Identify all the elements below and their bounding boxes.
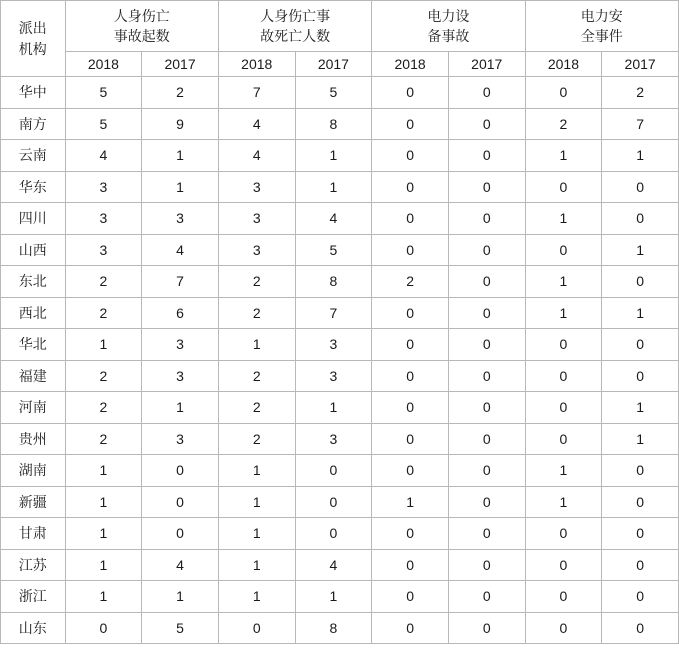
table-cell-value: 3 (142, 360, 219, 392)
table-cell-value: 3 (218, 203, 295, 235)
table-cell-value: 2 (218, 392, 295, 424)
table-cell-value: 0 (602, 266, 679, 298)
table-cell-value: 3 (142, 329, 219, 361)
table-cell-value: 0 (448, 612, 525, 644)
row-label-organization: 福建 (1, 360, 66, 392)
table-cell-value: 0 (602, 171, 679, 203)
table-cell-value: 7 (602, 108, 679, 140)
column-group-equipment-accidents: 电力设 备事故 (372, 1, 525, 52)
table-cell-value: 1 (65, 518, 142, 550)
table-cell-value: 8 (295, 108, 372, 140)
table-cell-value: 7 (218, 77, 295, 109)
table-cell-value: 0 (525, 360, 602, 392)
table-cell-value: 0 (525, 423, 602, 455)
row-label-organization: 山西 (1, 234, 66, 266)
table-cell-value: 0 (372, 234, 449, 266)
table-cell-value: 0 (602, 455, 679, 487)
table-cell-value: 4 (295, 203, 372, 235)
table-cell-value: 7 (142, 266, 219, 298)
table-cell-value: 1 (525, 486, 602, 518)
table-cell-value: 1 (295, 581, 372, 613)
table-header (1, 1, 679, 77)
table-cell-value: 1 (295, 171, 372, 203)
table-cell-value: 3 (65, 171, 142, 203)
table-cell-value: 0 (448, 423, 525, 455)
column-header-year: 2017 (295, 52, 372, 77)
table-cell-value: 0 (602, 518, 679, 550)
table-row (1, 297, 679, 329)
table-row (1, 108, 679, 140)
table-cell-value: 0 (602, 203, 679, 235)
row-label-organization: 西北 (1, 297, 66, 329)
table-cell-value: 0 (372, 203, 449, 235)
table-cell-value: 2 (218, 423, 295, 455)
table-row (1, 77, 679, 109)
table-cell-value: 1 (525, 266, 602, 298)
table-cell-value: 7 (295, 297, 372, 329)
row-label-organization: 甘肃 (1, 518, 66, 550)
table-row (1, 518, 679, 550)
table-cell-value: 0 (295, 486, 372, 518)
table-cell-value: 0 (448, 171, 525, 203)
table-cell-value: 0 (372, 549, 449, 581)
table-cell-value: 0 (372, 423, 449, 455)
table-body (1, 77, 679, 644)
table-cell-value: 1 (295, 392, 372, 424)
table-cell-value: 2 (65, 297, 142, 329)
table-cell-value: 1 (525, 140, 602, 172)
table-cell-value: 3 (295, 423, 372, 455)
table-cell-value: 1 (602, 297, 679, 329)
table-cell-value: 0 (295, 518, 372, 550)
table-cell-value: 0 (602, 329, 679, 361)
row-label-organization: 新疆 (1, 486, 66, 518)
table-row (1, 455, 679, 487)
table-cell-value: 0 (372, 140, 449, 172)
row-label-organization: 浙江 (1, 581, 66, 613)
table-row (1, 140, 679, 172)
table-cell-value: 0 (448, 549, 525, 581)
table-cell-value: 2 (218, 297, 295, 329)
row-label-organization: 山东 (1, 612, 66, 644)
table-cell-value: 2 (65, 392, 142, 424)
table-row (1, 612, 679, 644)
table-cell-value: 5 (295, 77, 372, 109)
table-cell-value: 4 (218, 108, 295, 140)
table-cell-value: 2 (65, 423, 142, 455)
row-label-organization: 云南 (1, 140, 66, 172)
table-cell-value: 3 (142, 423, 219, 455)
table-cell-value: 1 (218, 329, 295, 361)
table-cell-value: 1 (602, 234, 679, 266)
table-row (1, 360, 679, 392)
table-cell-value: 1 (65, 581, 142, 613)
table-cell-value: 1 (142, 171, 219, 203)
table-cell-value: 8 (295, 266, 372, 298)
table-cell-value: 0 (525, 234, 602, 266)
row-label-organization: 华中 (1, 77, 66, 109)
table-cell-value: 0 (602, 486, 679, 518)
table-cell-value: 0 (142, 518, 219, 550)
table-cell-value: 0 (142, 455, 219, 487)
table-row (1, 171, 679, 203)
table-cell-value: 3 (218, 234, 295, 266)
table-cell-value: 0 (372, 108, 449, 140)
table-cell-value: 0 (448, 329, 525, 361)
table-cell-value: 0 (525, 549, 602, 581)
row-label-organization: 华北 (1, 329, 66, 361)
table-cell-value: 1 (65, 549, 142, 581)
table-cell-value: 1 (65, 329, 142, 361)
column-header-year: 2018 (65, 52, 142, 77)
table-cell-value: 3 (218, 171, 295, 203)
table-row (1, 234, 679, 266)
table-cell-value: 1 (142, 392, 219, 424)
table-cell-value: 0 (525, 392, 602, 424)
table-cell-value: 0 (372, 77, 449, 109)
table-cell-value: 0 (448, 455, 525, 487)
table-cell-value: 0 (372, 392, 449, 424)
table-cell-value: 0 (372, 171, 449, 203)
table-cell-value: 0 (372, 360, 449, 392)
row-label-organization: 华东 (1, 171, 66, 203)
table-cell-value: 3 (65, 234, 142, 266)
row-label-organization: 南方 (1, 108, 66, 140)
table-cell-value: 0 (142, 486, 219, 518)
table-cell-value: 4 (295, 549, 372, 581)
table-cell-value: 0 (448, 297, 525, 329)
row-label-organization: 四川 (1, 203, 66, 235)
table-cell-value: 0 (448, 266, 525, 298)
table-cell-value: 0 (448, 392, 525, 424)
table-cell-value: 0 (448, 108, 525, 140)
table-cell-value: 0 (602, 581, 679, 613)
table-cell-value: 5 (142, 612, 219, 644)
table-cell-value: 0 (602, 612, 679, 644)
table-cell-value: 0 (372, 297, 449, 329)
table-cell-value: 1 (525, 297, 602, 329)
column-header-year: 2018 (525, 52, 602, 77)
table-cell-value: 1 (65, 486, 142, 518)
table-row (1, 423, 679, 455)
table-cell-value: 0 (448, 140, 525, 172)
table-row (1, 549, 679, 581)
table-cell-value: 0 (448, 581, 525, 613)
table-cell-value: 2 (65, 266, 142, 298)
table-cell-value: 1 (602, 140, 679, 172)
row-label-organization: 东北 (1, 266, 66, 298)
table-cell-value: 1 (218, 549, 295, 581)
row-label-organization: 河南 (1, 392, 66, 424)
column-group-casualty-accidents: 人身伤亡 事故起数 (65, 1, 218, 52)
table-cell-value: 2 (218, 266, 295, 298)
column-header-year: 2017 (448, 52, 525, 77)
table-cell-value: 9 (142, 108, 219, 140)
column-header-year: 2017 (142, 52, 219, 77)
table-cell-value: 0 (372, 581, 449, 613)
table-cell-value: 0 (602, 360, 679, 392)
table-cell-value: 5 (65, 77, 142, 109)
table-cell-value: 0 (372, 612, 449, 644)
table-cell-value: 5 (65, 108, 142, 140)
column-header-year: 2018 (218, 52, 295, 77)
table-cell-value: 3 (295, 329, 372, 361)
table-cell-value: 0 (372, 329, 449, 361)
table-cell-value: 2 (602, 77, 679, 109)
header-row-groups (1, 1, 679, 52)
table-cell-value: 0 (525, 518, 602, 550)
table-cell-value: 1 (65, 455, 142, 487)
table-cell-value: 0 (525, 329, 602, 361)
table-cell-value: 3 (142, 203, 219, 235)
table-cell-value: 0 (448, 486, 525, 518)
table-row (1, 329, 679, 361)
column-group-safety-events: 电力安 全事件 (525, 1, 678, 52)
table-cell-value: 4 (65, 140, 142, 172)
table-cell-value: 0 (602, 549, 679, 581)
table-cell-value: 0 (525, 77, 602, 109)
table-row (1, 392, 679, 424)
table-cell-value: 1 (218, 455, 295, 487)
table-cell-value: 2 (142, 77, 219, 109)
table-cell-value: 1 (602, 392, 679, 424)
row-label-organization: 湖南 (1, 455, 66, 487)
table-cell-value: 2 (372, 266, 449, 298)
table-cell-value: 0 (448, 234, 525, 266)
table-cell-value: 1 (142, 581, 219, 613)
table-cell-value: 8 (295, 612, 372, 644)
table-cell-value: 2 (525, 108, 602, 140)
table-cell-value: 0 (218, 612, 295, 644)
table-cell-value: 5 (295, 234, 372, 266)
row-label-organization: 贵州 (1, 423, 66, 455)
table-cell-value: 0 (525, 171, 602, 203)
table-cell-value: 1 (218, 518, 295, 550)
table-cell-value: 1 (602, 423, 679, 455)
table-cell-value: 0 (295, 455, 372, 487)
table-cell-value: 0 (65, 612, 142, 644)
table-cell-value: 0 (372, 455, 449, 487)
table-cell-value: 2 (65, 360, 142, 392)
column-header-year: 2018 (372, 52, 449, 77)
table-cell-value: 4 (218, 140, 295, 172)
table-cell-value: 0 (525, 581, 602, 613)
table-cell-value: 3 (295, 360, 372, 392)
table-cell-value: 1 (142, 140, 219, 172)
table-cell-value: 0 (525, 612, 602, 644)
table-cell-value: 1 (218, 581, 295, 613)
table-cell-value: 0 (448, 360, 525, 392)
column-group-casualty-deaths: 人身伤亡事 故死亡人数 (218, 1, 371, 52)
table-row (1, 581, 679, 613)
table-cell-value: 1 (295, 140, 372, 172)
table-cell-value: 0 (448, 518, 525, 550)
table-cell-value: 0 (372, 518, 449, 550)
table-cell-value: 4 (142, 549, 219, 581)
header-row-years (1, 52, 679, 77)
table-cell-value: 0 (448, 77, 525, 109)
table-cell-value: 1 (525, 203, 602, 235)
table-cell-value: 2 (218, 360, 295, 392)
table-cell-value: 0 (448, 203, 525, 235)
row-label-organization: 江苏 (1, 549, 66, 581)
column-header-organization: 派出 机构 (1, 1, 66, 77)
column-header-year: 2017 (602, 52, 679, 77)
table-cell-value: 1 (525, 455, 602, 487)
table-row (1, 266, 679, 298)
table-row (1, 486, 679, 518)
table-cell-value: 6 (142, 297, 219, 329)
table-cell-value: 1 (218, 486, 295, 518)
table-row (1, 203, 679, 235)
table-cell-value: 1 (372, 486, 449, 518)
table-cell-value: 3 (65, 203, 142, 235)
table-cell-value: 4 (142, 234, 219, 266)
